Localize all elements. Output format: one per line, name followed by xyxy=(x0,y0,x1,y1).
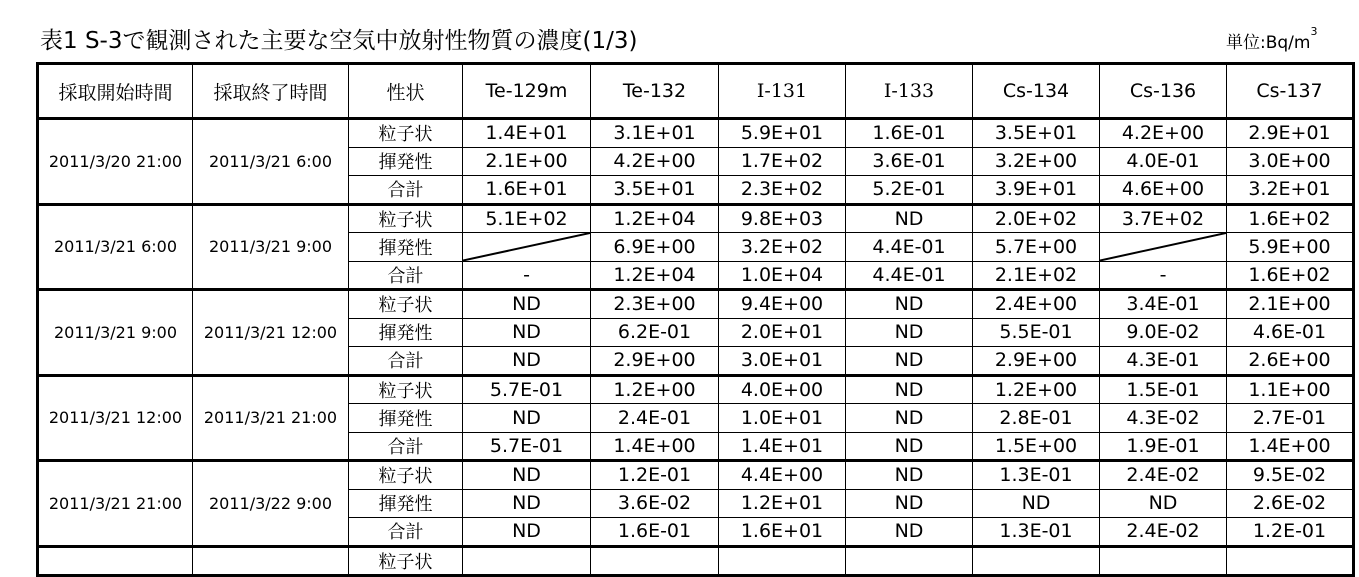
property-cell: 粒子状 xyxy=(349,375,463,404)
value-cell: 3.1E+01 xyxy=(591,119,719,148)
end-time-cell: 2011/3/22 9:00 xyxy=(193,461,349,547)
value-cell: 3.6E-02 xyxy=(591,489,719,518)
value-cell: 2.4E-01 xyxy=(591,404,719,433)
value-cell: ND xyxy=(846,375,973,404)
value-cell: 2.4E-02 xyxy=(1100,461,1227,490)
property-cell: 揮発性 xyxy=(349,147,463,176)
value-cell xyxy=(846,546,973,575)
value-cell: 1.1E+00 xyxy=(1227,375,1354,404)
value-cell xyxy=(1100,546,1227,575)
value-cell: 1.6E-01 xyxy=(591,518,719,547)
value-cell: 1.6E+02 xyxy=(1227,261,1354,290)
property-cell: 合計 xyxy=(349,347,463,376)
value-cell: 5.9E+01 xyxy=(719,119,846,148)
value-cell: 4.0E-01 xyxy=(1100,147,1227,176)
concentration-table xyxy=(36,62,1355,577)
value-cell: 1.0E+01 xyxy=(719,404,846,433)
value-cell: 5.7E+00 xyxy=(973,233,1100,262)
value-cell: ND xyxy=(463,404,591,433)
property-cell: 合計 xyxy=(349,518,463,547)
value-cell: - xyxy=(1100,261,1227,290)
value-cell: 4.6E-01 xyxy=(1227,318,1354,347)
value-cell: 2.0E+02 xyxy=(973,204,1100,233)
value-cell: 9.8E+03 xyxy=(719,204,846,233)
value-cell: 1.4E+00 xyxy=(1227,432,1354,461)
value-cell: 2.3E+02 xyxy=(719,176,846,205)
start-time-cell: 2011/3/21 9:00 xyxy=(38,290,193,376)
value-cell: ND xyxy=(973,489,1100,518)
diagonal-slash-cell xyxy=(1100,233,1227,262)
value-cell: 1.2E-01 xyxy=(1227,518,1354,547)
value-cell: 2.4E-02 xyxy=(1100,518,1227,547)
value-cell xyxy=(463,546,591,575)
value-cell: 1.2E+01 xyxy=(719,489,846,518)
value-cell: 1.2E-01 xyxy=(591,461,719,490)
value-cell: 9.0E-02 xyxy=(1100,318,1227,347)
start-time-cell: 2011/3/21 21:00 xyxy=(38,461,193,547)
value-cell: 5.7E-01 xyxy=(463,432,591,461)
value-cell: ND xyxy=(846,432,973,461)
value-cell: 3.5E+01 xyxy=(591,176,719,205)
table-row xyxy=(38,375,1354,404)
table-title: 表1 S-3で観測された主要な空気中放射性物質の濃度(1/3) xyxy=(40,28,638,54)
value-cell: 1.9E-01 xyxy=(1100,432,1227,461)
value-cell: 2.7E-01 xyxy=(1227,404,1354,433)
value-cell: 2.1E+00 xyxy=(463,147,591,176)
property-cell: 粒子状 xyxy=(349,461,463,490)
table-row xyxy=(38,546,1354,575)
value-cell: 1.6E+01 xyxy=(463,176,591,205)
unit-label: 単位$:Bq/m^3$ xyxy=(1226,25,1318,53)
property-cell: 粒子状 xyxy=(349,290,463,319)
value-cell: 2.9E+00 xyxy=(591,347,719,376)
value-cell: 2.6E-02 xyxy=(1227,489,1354,518)
value-cell: ND xyxy=(846,290,973,319)
value-cell: 2.0E+01 xyxy=(719,318,846,347)
value-cell: 4.3E-01 xyxy=(1100,347,1227,376)
value-cell: 6.2E-01 xyxy=(591,318,719,347)
value-cell: 4.6E+00 xyxy=(1100,176,1227,205)
value-cell: 2.1E+02 xyxy=(973,261,1100,290)
header-cell: 採取終了時間 xyxy=(193,64,349,119)
start-time-cell: 2011/3/21 6:00 xyxy=(38,204,193,290)
value-cell xyxy=(973,546,1100,575)
end-time-cell: 2011/3/21 9:00 xyxy=(193,204,349,290)
header-cell: 性状 xyxy=(349,64,463,119)
header-cell: Te-129m xyxy=(463,64,591,119)
value-cell: 5.7E-01 xyxy=(463,375,591,404)
value-cell: 2.9E+01 xyxy=(1227,119,1354,148)
value-cell: 5.2E-01 xyxy=(846,176,973,205)
value-cell: 3.2E+02 xyxy=(719,233,846,262)
start-time-cell: 2011/3/20 21:00 xyxy=(38,119,193,205)
value-cell: ND xyxy=(846,347,973,376)
property-cell: 揮発性 xyxy=(349,318,463,347)
value-cell: ND xyxy=(463,461,591,490)
value-cell: 2.4E+00 xyxy=(973,290,1100,319)
value-cell: ND xyxy=(846,404,973,433)
value-cell: ND xyxy=(846,489,973,518)
value-cell: 6.9E+00 xyxy=(591,233,719,262)
value-cell: 1.6E+02 xyxy=(1227,204,1354,233)
value-cell: 4.4E-01 xyxy=(846,261,973,290)
value-cell: 1.0E+04 xyxy=(719,261,846,290)
start-time-cell xyxy=(38,546,193,575)
header-cell: Te-132 xyxy=(591,64,719,119)
value-cell xyxy=(719,546,846,575)
value-cell: 1.3E-01 xyxy=(973,461,1100,490)
table-row xyxy=(38,119,1354,148)
value-cell: 4.3E-02 xyxy=(1100,404,1227,433)
value-cell: 5.9E+00 xyxy=(1227,233,1354,262)
value-cell: 1.2E+04 xyxy=(591,261,719,290)
property-cell: 合計 xyxy=(349,432,463,461)
end-time-cell: 2011/3/21 12:00 xyxy=(193,290,349,376)
value-cell: 1.6E+01 xyxy=(719,518,846,547)
value-cell: ND xyxy=(463,318,591,347)
value-cell: ND xyxy=(846,518,973,547)
value-cell: 4.4E-01 xyxy=(846,233,973,262)
value-cell xyxy=(1227,546,1354,575)
table-row xyxy=(38,461,1354,490)
value-cell: ND xyxy=(463,518,591,547)
value-cell: 3.9E+01 xyxy=(973,176,1100,205)
value-cell: 9.5E-02 xyxy=(1227,461,1354,490)
property-cell: 合計 xyxy=(349,176,463,205)
value-cell: 4.2E+00 xyxy=(1100,119,1227,148)
value-cell: 1.5E+00 xyxy=(973,432,1100,461)
diagonal-slash-cell xyxy=(463,233,591,262)
value-cell: ND xyxy=(463,290,591,319)
value-cell: 1.3E-01 xyxy=(973,518,1100,547)
value-cell: 1.4E+00 xyxy=(591,432,719,461)
value-cell: 1.2E+00 xyxy=(591,375,719,404)
value-cell: 3.7E+02 xyxy=(1100,204,1227,233)
value-cell: 2.6E+00 xyxy=(1227,347,1354,376)
value-cell: 9.4E+00 xyxy=(719,290,846,319)
value-cell: 2.9E+00 xyxy=(973,347,1100,376)
value-cell: 1.2E+00 xyxy=(973,375,1100,404)
header-cell: I-131 xyxy=(719,64,846,119)
value-cell: 2.8E-01 xyxy=(973,404,1100,433)
property-cell: 揮発性 xyxy=(349,233,463,262)
value-cell: ND xyxy=(846,204,973,233)
header-cell: Cs-134 xyxy=(973,64,1100,119)
value-cell: ND xyxy=(846,318,973,347)
value-cell: 3.2E+01 xyxy=(1227,176,1354,205)
value-cell: 4.4E+00 xyxy=(719,461,846,490)
header-cell: I-133 xyxy=(846,64,973,119)
value-cell: 5.1E+02 xyxy=(463,204,591,233)
end-time-cell: 2011/3/21 6:00 xyxy=(193,119,349,205)
value-cell: 1.6E-01 xyxy=(846,119,973,148)
header-row xyxy=(38,64,1354,119)
value-cell: 3.2E+00 xyxy=(973,147,1100,176)
property-cell: 粒子状 xyxy=(349,546,463,575)
value-cell: 1.5E-01 xyxy=(1100,375,1227,404)
property-cell: 揮発性 xyxy=(349,489,463,518)
value-cell: 3.0E+00 xyxy=(1227,147,1354,176)
value-cell: ND xyxy=(463,347,591,376)
property-cell: 粒子状 xyxy=(349,204,463,233)
value-cell: 3.5E+01 xyxy=(973,119,1100,148)
header-cell: Cs-137 xyxy=(1227,64,1354,119)
value-cell: 3.6E-01 xyxy=(846,147,973,176)
start-time-cell: 2011/3/21 12:00 xyxy=(38,375,193,461)
table-row xyxy=(38,290,1354,319)
value-cell: ND xyxy=(1100,489,1227,518)
property-cell: 合計 xyxy=(349,261,463,290)
value-cell: 2.3E+00 xyxy=(591,290,719,319)
value-cell: 4.2E+00 xyxy=(591,147,719,176)
value-cell: 1.7E+02 xyxy=(719,147,846,176)
property-cell: 粒子状 xyxy=(349,119,463,148)
value-cell: 1.4E+01 xyxy=(719,432,846,461)
header-cell: Cs-136 xyxy=(1100,64,1227,119)
header-cell: 採取開始時間 xyxy=(38,64,193,119)
table-row xyxy=(38,204,1354,233)
value-cell: 2.1E+00 xyxy=(1227,290,1354,319)
value-cell: 1.2E+04 xyxy=(591,204,719,233)
value-cell: 1.4E+01 xyxy=(463,119,591,148)
property-cell: 揮発性 xyxy=(349,404,463,433)
value-cell xyxy=(591,546,719,575)
value-cell: - xyxy=(463,261,591,290)
value-cell: 3.4E-01 xyxy=(1100,290,1227,319)
value-cell: 3.0E+01 xyxy=(719,347,846,376)
end-time-cell: 2011/3/21 21:00 xyxy=(193,375,349,461)
end-time-cell xyxy=(193,546,349,575)
value-cell: ND xyxy=(463,489,591,518)
value-cell: ND xyxy=(846,461,973,490)
value-cell: 5.5E-01 xyxy=(973,318,1100,347)
value-cell: 4.0E+00 xyxy=(719,375,846,404)
